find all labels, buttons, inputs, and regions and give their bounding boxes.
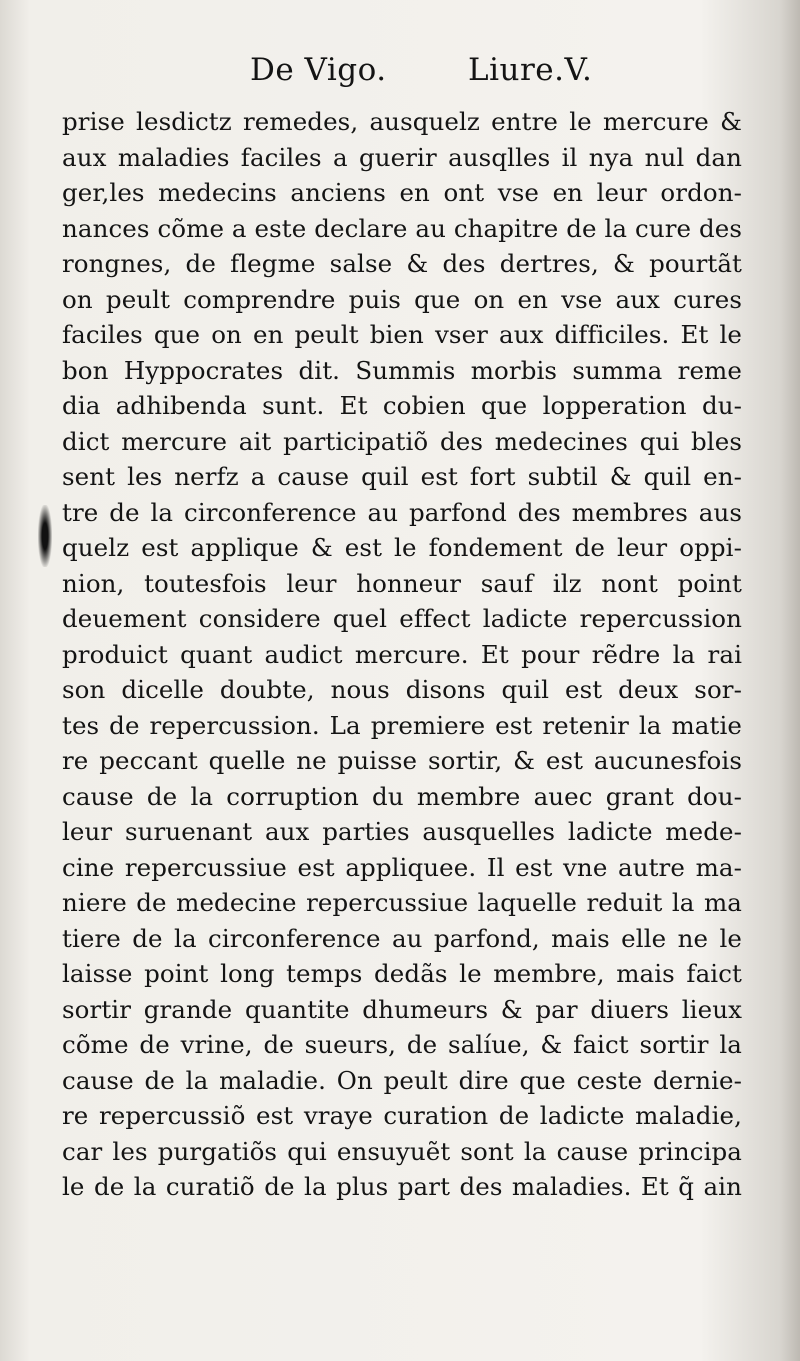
text-line: sent les nerfz a cause quil est fort subtil & quil en- — [62, 462, 742, 491]
text-line: deuement considere quel effect ladicte repercussion — [62, 604, 742, 633]
text-line: dict mercure ait participatiõ des medecines qui bles — [62, 426, 742, 456]
ink-blot — [38, 505, 52, 567]
text-line: laisse point long temps dedãs le membre, mais faict — [62, 959, 742, 988]
text-line: cause de la maladie. On peult dire que ceste dernie- — [62, 1065, 742, 1095]
header-book: Liure.V. — [468, 52, 593, 88]
text-line: aux maladies faciles a guerir ausqlles il nya nul dan — [62, 142, 742, 172]
text-line: prise lesdictz remedes, ausquelz entre le mercure & — [62, 107, 742, 136]
text-line: car les purgatiõs qui ensuyuẽt sont la cause principa — [62, 1136, 742, 1166]
text-line: cõme de vrine, de sueurs, de salíue, & faict sortir la — [62, 1030, 742, 1059]
text-line: quelz est applique & est le fondement de leur oppi- — [62, 533, 742, 562]
text-line: faciles que on en peult bien vser aux difficiles. Et le — [62, 320, 742, 349]
text-line: cause de la corruption du membre auec grant dou- — [62, 781, 742, 811]
text-line: niere de medecine repercussiue laquelle reduit la ma — [62, 888, 742, 917]
text-line: produict quant audict mercure. Et pour rẽdre la rai — [62, 639, 742, 669]
text-line: tre de la circonference au parfond des membres aus — [62, 497, 742, 527]
text-line: tiere de la circonference au parfond, mais elle ne le — [62, 923, 742, 953]
text-line: ger,les medecins anciens en ont vse en leur ordon- — [62, 178, 742, 207]
text-line: nances cõme a este declare au chapitre de la cure des — [62, 213, 743, 243]
text-line: bon Hyppocrates dit. Summis morbis summa reme — [62, 355, 742, 385]
text-line: son dicelle doubte, nous disons quil est deux sor- — [62, 675, 742, 704]
text-line: re repercussiõ est vraye curation de ladicte maladie, — [62, 1101, 742, 1130]
header-author: De Vigo. — [250, 52, 387, 88]
body-text — [62, 104, 742, 1205]
text-line: nion, toutesfois leur honneur sauf ilz nont point — [62, 568, 742, 598]
text-line: sortir grande quantite dhumeurs & par diuers lieux — [62, 994, 742, 1024]
text-line: cine repercussiue est appliquee. Il est vne autre ma- — [62, 852, 742, 882]
text-line: tes de repercussion. La premiere est retenir la matie — [62, 710, 742, 740]
running-header — [0, 48, 800, 92]
text-line: leur suruenant aux parties ausquelles ladicte mede- — [62, 817, 742, 846]
text-line: dia adhibenda sunt. Et cobien que lopperation du- — [62, 391, 742, 420]
text-line: re peccant quelle ne puisse sortir, & est aucunesfois — [62, 746, 742, 775]
text-line: le de la curatiõ de la plus part des maladies. Et q̃ ain — [62, 1172, 742, 1201]
text-line: rongnes, de flegme salse & des dertres, & pourtãt — [62, 249, 742, 278]
text-line: on peult comprendre puis que on en vse aux cures — [62, 284, 742, 314]
